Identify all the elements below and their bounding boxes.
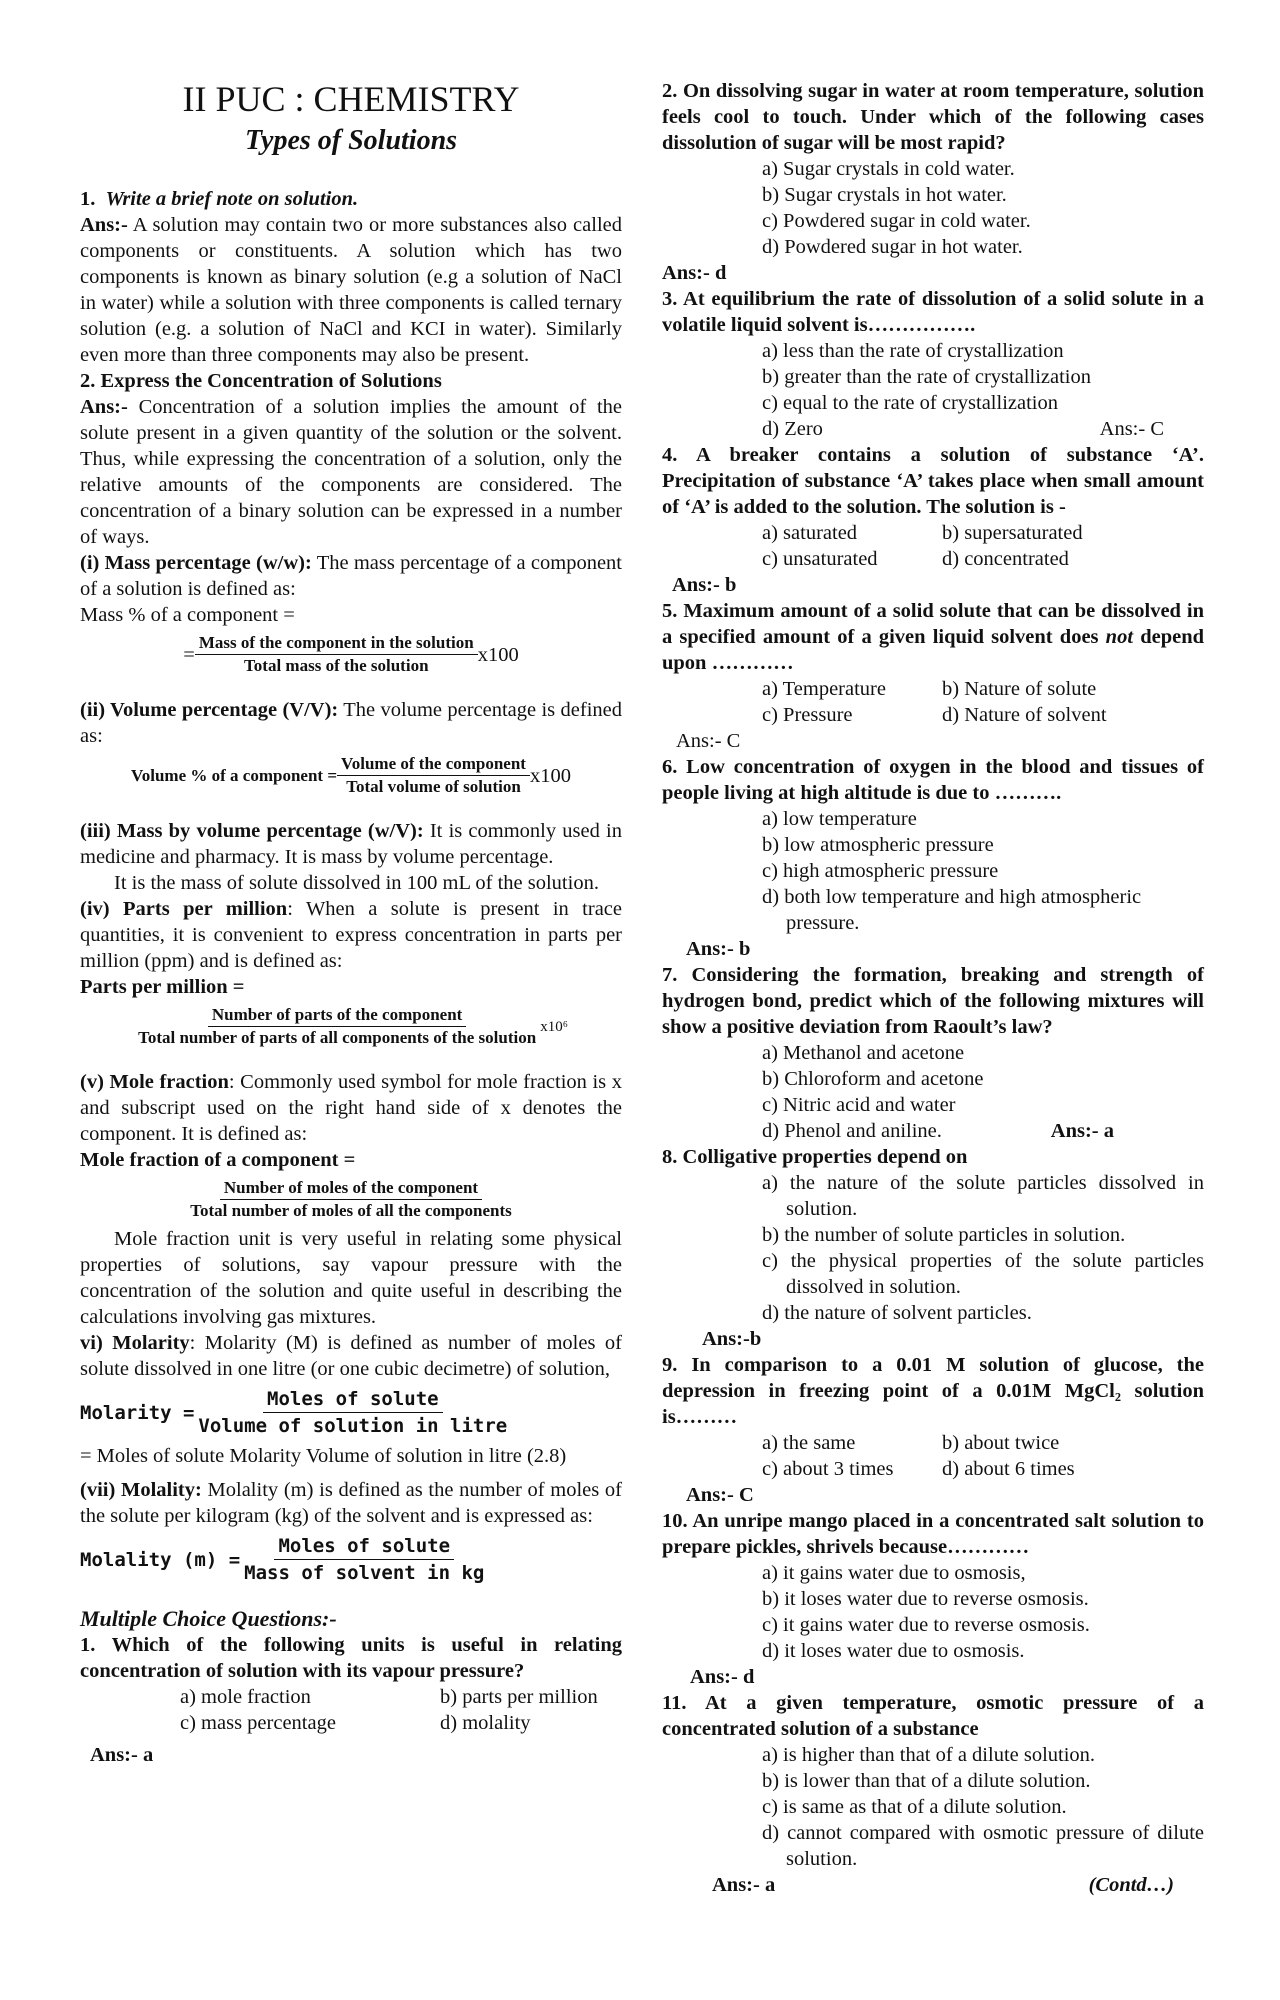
mcq-2-option-c: c) Powdered sugar in cold water.	[762, 210, 1031, 232]
mcq-5-question: 5. Maximum amount of a solid solute that can be dissolved in a specified amount of a given liquid solvent does not depend upon …………	[662, 600, 1204, 674]
mcq-10-option-c: c) it gains water due to reverse osmosis.	[762, 1614, 1090, 1636]
mcq-3-option-a: a) less than the rate of crystallization	[762, 340, 1064, 362]
mcq-11-question: 11. At a given temperature, osmotic pressure of a concentrated solution of a substance	[662, 1692, 1204, 1740]
ppm-def: (iv) Parts per million: When a solute is present in trace quantities, it is convenient to express concentration in parts per million (ppm) and is defined as:	[80, 898, 622, 972]
mass-percentage-line: Mass % of a component =	[80, 604, 295, 626]
mcq-7-option-b: b) Chloroform and acetone	[762, 1068, 984, 1090]
mcq-3-option-d: d) Zero	[762, 418, 823, 440]
mcq-8-option-d: d) the nature of solvent particles.	[762, 1302, 1032, 1324]
mcq-6-option-a: a) low temperature	[762, 808, 917, 830]
mcq-4-question: 4. A breaker contains a solution of substance ‘A’. Precipitation of substance ‘A’ takes place when small amount of ‘A’ is added to the solution. The solution is -	[662, 444, 1204, 518]
mcq-4-answer: Ans:- b	[672, 574, 737, 596]
page-subtitle: Types of Solutions	[244, 125, 458, 156]
volume-percentage-formula: Volume % of a component = $\frac{\text{Volume of the component}}{\text{Total volume of solution}}$ x100	[131, 754, 571, 796]
molality-formula: Molality (m) = $\frac{\text{Moles of solute}}{\text{Mass of solvent in kg}}$	[80, 1535, 485, 1584]
mcq-11-option-a: a) is higher than that of a dilute solution.	[762, 1744, 1096, 1766]
mcq-10-option-b: b) it loses water due to reverse osmosis.	[762, 1588, 1089, 1610]
mole-fraction-def: (v) Mole fraction: Commonly used symbol for mole fraction is x and subscript used on the right hand side of x denotes the component. It is defined as:	[80, 1071, 622, 1145]
mcq-10-option-a: a) it gains water due to osmosis,	[762, 1562, 1026, 1584]
mcq-11-option-b: b) is lower than that of a dilute solution.	[762, 1770, 1091, 1792]
mole-fraction-formula: $\frac{\text{Number of moles of the component}}{\text{Total number of moles of all the components}}$	[190, 1178, 512, 1220]
mcq-6-option-c: c) high atmospheric pressure	[762, 860, 999, 882]
continued-label: (Contd…)	[1088, 1874, 1174, 1896]
mcq-6-option-b: b) low atmospheric pressure	[762, 834, 994, 856]
mcq-1-question: 1. Which of the following units is useful in relating concentration of solution with its vapour pressure?	[80, 1634, 622, 1682]
mcq-4-options-ab: a) saturated b) supersaturated	[762, 522, 1083, 544]
ppm-line: Parts per million =	[80, 976, 245, 998]
mcq-2-question: 2. On dissolving sugar in water at room temperature, solution feels cool to touch. Under which of the following cases dissolution of sugar will be most rapid?	[662, 80, 1204, 154]
mcq-3-option-b: b) greater than the rate of crystallization	[762, 366, 1091, 388]
mass-by-volume-def: (iii) Mass by volume percentage (w/V): It is commonly used in medicine and pharmacy. It is mass by volume percentage.	[80, 820, 622, 868]
mcq-7-question: 7. Considering the formation, breaking and strength of hydrogen bond, predict which of the following mixtures will show a positive deviation from Raoult’s law?	[662, 964, 1204, 1038]
mcq-6-answer: Ans:- b	[686, 938, 751, 960]
molarity-def: vi) Molarity: Molarity (M) is defined as number of moles of solute dissolved in one litre (or one cubic decimetre) of solution,	[80, 1332, 622, 1380]
mcq-7-option-a: a) Methanol and acetone	[762, 1042, 965, 1064]
mcq-4-options-cd: c) unsaturated d) concentrated	[762, 548, 1069, 570]
mass-percentage-def: (i) Mass percentage (w/w): The mass percentage of a component of a solution is defined as:	[80, 552, 622, 600]
mcq-10-answer: Ans:- d	[690, 1666, 755, 1688]
mcq-10-question: 10. An unripe mango placed in a concentrated salt solution to prepare pickles, shrivels because…………	[662, 1510, 1204, 1558]
mcq-2-answer: Ans:- d	[662, 262, 727, 284]
mcq-2-option-b: b) Sugar crystals in hot water.	[762, 184, 1007, 206]
mcq-3-option-d-row	[662, 416, 1204, 442]
mcq-11-option-c: c) is same as that of a dilute solution.	[762, 1796, 1067, 1818]
mcq-6-question: 6. Low concentration of oxygen in the blood and tissues of people living at high altitude is due to ……….	[662, 756, 1204, 804]
mcq-8-answer: Ans:-b	[702, 1328, 762, 1350]
question-2-title: 2. Express the Concentration of Solutions	[80, 370, 442, 392]
left-column	[80, 78, 622, 1768]
mcq-10-option-d: d) it loses water due to osmosis.	[762, 1640, 1025, 1662]
mcq-9-options-cd: c) about 3 times d) about 6 times	[762, 1458, 1075, 1480]
mcq-5-options-ab: a) Temperature b) Nature of solute	[762, 678, 1097, 700]
mcq-6-option-d: d) both low temperature and high atmospheric pressure.	[762, 886, 1142, 934]
mass-by-volume-text: It is the mass of solute dissolved in 100 mL of the solution.	[114, 872, 599, 894]
mcq-11-answer: Ans:- a	[712, 1874, 776, 1896]
mcq-1-options-ab: a) mole fraction b) parts per million	[180, 1686, 598, 1708]
mcq-2-option-d: d) Powdered sugar in hot water.	[762, 236, 1023, 258]
mcq-11-footer	[662, 1872, 1204, 1898]
mcq-8-option-b: b) the number of solute particles in solution.	[762, 1224, 1126, 1246]
mcq-5-options-cd: c) Pressure d) Nature of solvent	[762, 704, 1107, 726]
mcq-7-option-c: c) Nitric acid and water	[762, 1094, 956, 1116]
mcq-8-question: 8. Colligative properties depend on	[662, 1146, 968, 1168]
mcq-8-option-c: c) the physical properties of the solute particles dissolved in solution.	[762, 1250, 1204, 1298]
mcq-2-option-a: a) Sugar crystals in cold water.	[762, 158, 1015, 180]
mcq-8-option-a: a) the nature of the solute particles dissolved in solution.	[762, 1172, 1204, 1220]
mcq-heading: Multiple Choice Questions:-	[80, 1606, 337, 1631]
mcq-7-option-d-row	[662, 1118, 1204, 1144]
mcq-9-question: 9. In comparison to a 0.01 M solution of glucose, the depression in freezing point of a 0.01M MgCl₂ solution is………	[662, 1354, 1204, 1428]
question-1-title: 1. Write a brief note on solution.	[80, 188, 359, 210]
page-title: II PUC : CHEMISTRY	[182, 79, 520, 119]
mcq-1-options-cd: c) mass percentage d) molality	[180, 1712, 531, 1734]
right-column	[662, 78, 1204, 1898]
mcq-3-option-c: c) equal to the rate of crystallization	[762, 392, 1058, 414]
question-2-answer: Ans:- Concentration of a solution implies the amount of the solute present in a given quantity of the solution or the solvent. Thus, while expressing the concentration of a solution, only the relative amounts of the components are considered. The concentration of a binary solution can be expressed in a number of ways.	[80, 396, 623, 548]
ppm-formula: $\frac{\text{Number of parts of the component}}{\text{Total number of parts of all components of the solution}}$ x10⁶	[138, 1005, 568, 1047]
molarity-formula: Molarity = $\frac{\text{Moles of solute}}{\text{Volume of solution in litre}}$	[80, 1388, 508, 1437]
question-1-answer: Ans:- A solution may contain two or more substances also called components or constituents. A solution which has two components is known as binary solution (e.g a solution of NaCl in water) while a solution with three components is called ternary solution (e.g. a solution of NaCl and KCI in water). Similarly even more than three components may also be present.	[80, 214, 622, 366]
mcq-9-answer: Ans:- C	[686, 1484, 754, 1506]
mcq-7-answer: Ans:- a	[1050, 1120, 1114, 1142]
mcq-9-options-ab: a) the same b) about twice	[762, 1432, 1060, 1454]
mcq-3-answer: Ans:- C	[1099, 418, 1164, 440]
molality-def: (vii) Molality: Molality (m) is defined as the number of moles of the solute per kilogram (kg) of the solvent and is expressed as:	[80, 1479, 622, 1527]
mole-fraction-text: Mole fraction unit is very useful in relating some physical properties of solutions, say vapour pressure with the concentration of the solution and quite useful in describing the calculations involving gas mixtures.	[80, 1228, 622, 1328]
volume-percentage-def: (ii) Volume percentage (V/V): The volume percentage is defined as:	[80, 699, 622, 747]
mcq-3-question: 3. At equilibrium the rate of dissolution of a solid solute in a volatile liquid solvent is…………….	[662, 288, 1204, 336]
mcq-1-answer: Ans:- a	[90, 1744, 154, 1766]
mole-fraction-line: Mole fraction of a component =	[80, 1149, 356, 1171]
mcq-5-answer: Ans:- C	[676, 730, 741, 752]
mcq-11-option-d: d) cannot compared with osmotic pressure of dilute solution.	[762, 1822, 1204, 1870]
mcq-7-option-d: d) Phenol and aniline.	[762, 1120, 942, 1142]
molarity-line: = Moles of solute Molarity Volume of solution in litre (2.8)	[80, 1445, 567, 1467]
mass-percentage-formula: = $\frac{\text{Mass of the component in the solution}}{\text{Total mass of the solution}}$ x100	[183, 633, 519, 675]
